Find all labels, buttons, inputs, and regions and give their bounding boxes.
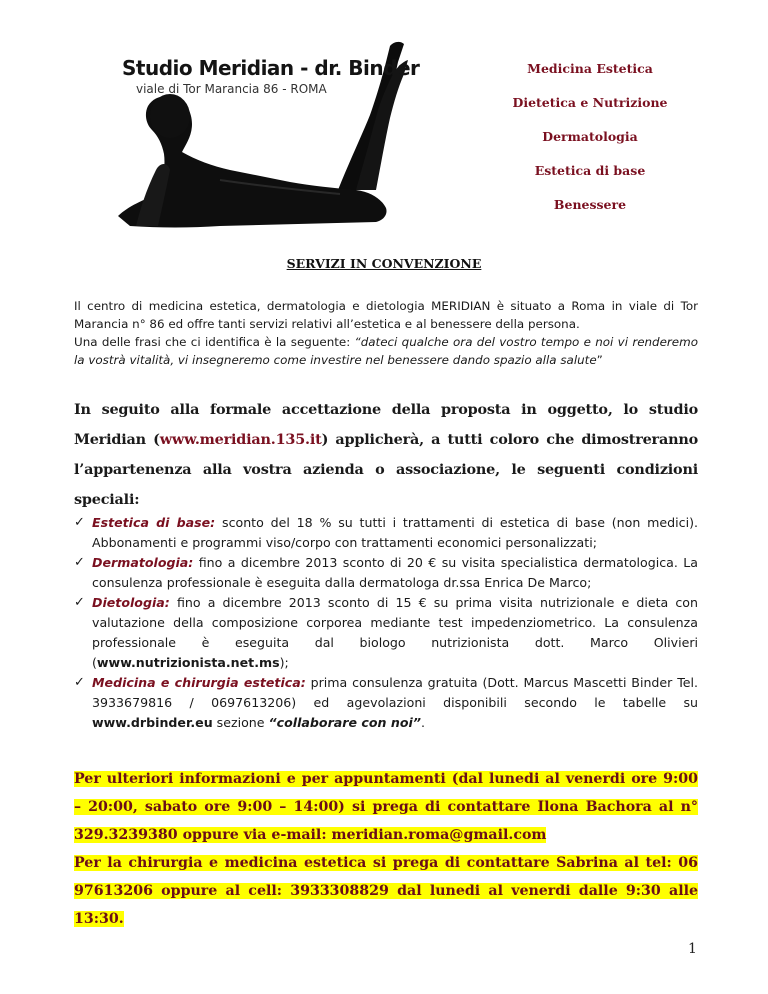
condition-item xyxy=(74,553,698,593)
condition-tail: . xyxy=(420,715,425,730)
service-item: Medicina Estetica xyxy=(527,61,653,76)
intro-quote-close: ” xyxy=(596,353,603,367)
condition-text: fino a dicembre 2013 sconto di 15 € su prima visita nutrizionale e dieta con valutazione della composizione corporea mediante test impedenziometrico. La consulenza professionale è eseguita dal biologo nutrizionista dott. Marco Olivieri ( xyxy=(92,595,698,670)
condition-quote: “collaborare con noi” xyxy=(268,715,421,730)
proposal-text-after: ) applicherà, a tutti coloro che dimostreranno l’appartenenza alla vostra azienda o associazione, le seguenti condizioni speciali: xyxy=(74,431,698,508)
checkmark-icon: ✓ xyxy=(74,555,85,570)
conditions-list xyxy=(74,513,698,733)
service-item: Estetica di base xyxy=(534,163,646,178)
page-number: 1 xyxy=(688,941,697,957)
checkmark-icon: ✓ xyxy=(74,595,85,610)
service-item: Dietetica e Nutrizione xyxy=(512,95,668,110)
contact-paragraph-appointments: Per ulteriori informazioni e per appuntamenti (dal lunedi al venerdi ore 9:00 – 20:00, sabato ore 9:00 – 14:00) si prega di contattare Ilona Bachora al n° 329.3239380 oppure via e-mail: meridian.roma@gmail.com xyxy=(74,771,698,843)
condition-text: sconto del 18 % su tutti i trattamenti di estetica di base (non medici). Abbonamenti e programmi viso/corpo con trattamenti economici personalizzati; xyxy=(92,515,698,550)
contact-paragraph-surgery: Per la chirurgia e medicina estetica si prega di contattare Sabrina al tel: 06 97613206 oppure al cell: 3933308829 dal lunedi al venerdi dalle 9:30 alle 13:30. xyxy=(74,855,698,927)
condition-mid: sezione xyxy=(212,715,269,730)
intro-lead: Una delle frasi che ci identifica è la seguente: xyxy=(74,335,355,349)
services-list xyxy=(490,52,690,222)
condition-term: Dietologia: xyxy=(92,595,170,610)
proposal-text-before: In seguito alla formale accettazione della proposta in oggetto, lo studio Meridian ( xyxy=(74,401,698,448)
intro-quote: “dateci qualche ora del vostro tempo e noi vi renderemo la vostrà vitalità, vi insegneremo come investire nel benessere dando spazio alla salute xyxy=(74,335,698,367)
checkmark-icon: ✓ xyxy=(74,675,85,690)
condition-item xyxy=(74,673,698,733)
condition-term: Estetica di base: xyxy=(92,515,216,530)
logo-subtitle: viale di Tor Marancia 86 - ROMA xyxy=(136,82,327,96)
condition-text: prima consulenza gratuita (Dott. Marcus Mascetti Binder Tel. 3933679816 / 0697613206) ed agevolazioni disponibili secondo le tabelle su xyxy=(92,675,698,710)
nutrizionista-link[interactable]: www.nutrizionista.net.ms xyxy=(96,655,280,670)
drbinder-link[interactable]: www.drbinder.eu xyxy=(92,715,213,730)
contact-info xyxy=(74,765,698,933)
studio-logo xyxy=(100,40,458,230)
condition-item xyxy=(74,513,698,553)
condition-item xyxy=(74,593,698,673)
website-link[interactable]: www.meridian.135.it xyxy=(159,431,322,448)
service-item: Benessere xyxy=(553,197,627,212)
proposal-paragraph xyxy=(74,395,698,515)
checkmark-icon: ✓ xyxy=(74,515,85,530)
section-heading: SERVIZI IN CONVENZIONE xyxy=(286,256,482,271)
logo-title: Studio Meridian - dr. Binder xyxy=(122,56,420,80)
condition-tail: ); xyxy=(279,655,289,670)
intro-quote-paragraph xyxy=(74,333,698,369)
service-item: Dermatologia xyxy=(542,129,638,144)
condition-text: fino a dicembre 2013 sconto di 20 € su visita specialistica dermatologica. La consulenza professionale è eseguita dalla dermatologa dr.ssa Enrica De Marco; xyxy=(92,555,698,590)
condition-term: Medicina e chirurgia estetica: xyxy=(92,675,306,690)
intro-text xyxy=(74,297,698,369)
condition-term: Dermatologia: xyxy=(92,555,194,570)
intro-paragraph: Il centro di medicina estetica, dermatologia e dietologia MERIDIAN è situato a Roma in viale di Tor Marancia n° 86 ed offre tanti servizi relativi all’estetica e al benessere della persona. xyxy=(74,299,698,331)
